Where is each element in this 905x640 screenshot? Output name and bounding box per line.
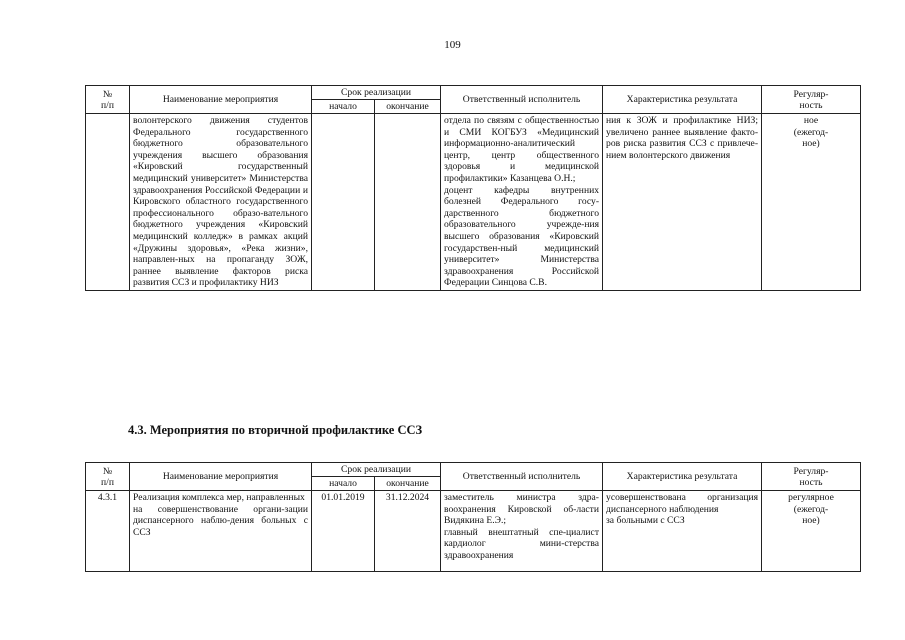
header-result: Характеристика результата xyxy=(603,86,762,114)
header-start: начало xyxy=(312,477,375,491)
header-term: Срок реализации xyxy=(312,86,441,100)
table-row xyxy=(86,114,861,291)
header-num: № п/п xyxy=(86,86,130,114)
cell-regularity: ное (ежегод- ное) xyxy=(762,114,861,291)
cell-start xyxy=(312,114,375,291)
cell-result: усовершенствована организация диспансерного наблюдения за больными с ССЗ xyxy=(603,491,762,572)
section-heading: 4.3. Мероприятия по вторичной профилактике ССЗ xyxy=(128,423,423,437)
header-num: № п/п xyxy=(86,463,130,491)
header-responsible: Ответственный исполнитель xyxy=(441,463,603,491)
table-header-row xyxy=(86,86,861,100)
cell-regularity: регулярное (ежегод- ное) xyxy=(762,491,861,572)
cell-responsible: заместитель министра здра-воохранения Кировской об-ласти Видякина Е.Э.; главный внештатный спе-циалист кардиолог мини-стерства здравоохранения xyxy=(441,491,603,572)
cell-responsible: отдела по связям с общественностью и СМИ КОГБУЗ «Медицинский информационно-аналитический центр, центр общественного здоровья и медицинской профилактики» Казанцева О.Н.; доцент кафедры внутренних болезней Федерального госу-дарственного бюджетного образовательного учрежде-ния высшего образования «Кировский государствен-ный медицинский университет» Министерства здравоохранения Российской Федерации Синцова С.В. xyxy=(441,114,603,291)
header-result: Характеристика результата xyxy=(603,463,762,491)
header-regularity: Регуляр- ность xyxy=(762,86,861,114)
header-term: Срок реализации xyxy=(312,463,441,477)
cell-name: Реализация комплекса мер, направленных на совершенствование органи-зации диспансерного наблю-дения больных с ССЗ xyxy=(130,491,312,572)
cell-start: 01.01.2019 xyxy=(312,491,375,572)
page-number: 109 xyxy=(444,39,461,51)
cell-result: ния к ЗОЖ и профилактике НИЗ; увеличено раннее выявление факто-ров риска развития ССЗ с привлече-нием волонтерского движения xyxy=(603,114,762,291)
header-responsible: Ответственный исполнитель xyxy=(441,86,603,114)
cell-num: 4.3.1 xyxy=(86,491,130,572)
table-header-row xyxy=(86,463,861,477)
cell-num xyxy=(86,114,130,291)
cell-name: волонтерского движения студентов Федерального государственного бюджетного образовательного учреждения высшего образования «Кировский государственный медицинский университет» Министерства здравоохранения Российской Федерации и Кировского областного государственного профессионального образо-вательного бюджетного учреждения «Кировский медицинский колледж» в рамках акций «Дружины здоровья», «Река жизни», направлен-ных на пропаганду ЗОЖ, раннее выявление факторов риска развития ССЗ и профилактику НИЗ xyxy=(130,114,312,291)
table-secondary-prevention xyxy=(85,462,861,572)
header-end: окончание xyxy=(375,477,441,491)
header-end: окончание xyxy=(375,100,441,114)
header-name: Наименование мероприятия xyxy=(130,463,312,491)
table-row xyxy=(86,491,861,572)
header-name: Наименование мероприятия xyxy=(130,86,312,114)
cell-end: 31.12.2024 xyxy=(375,491,441,572)
cell-end xyxy=(375,114,441,291)
header-start: начало xyxy=(312,100,375,114)
table-continuation xyxy=(85,85,861,291)
header-regularity: Регуляр- ность xyxy=(762,463,861,491)
